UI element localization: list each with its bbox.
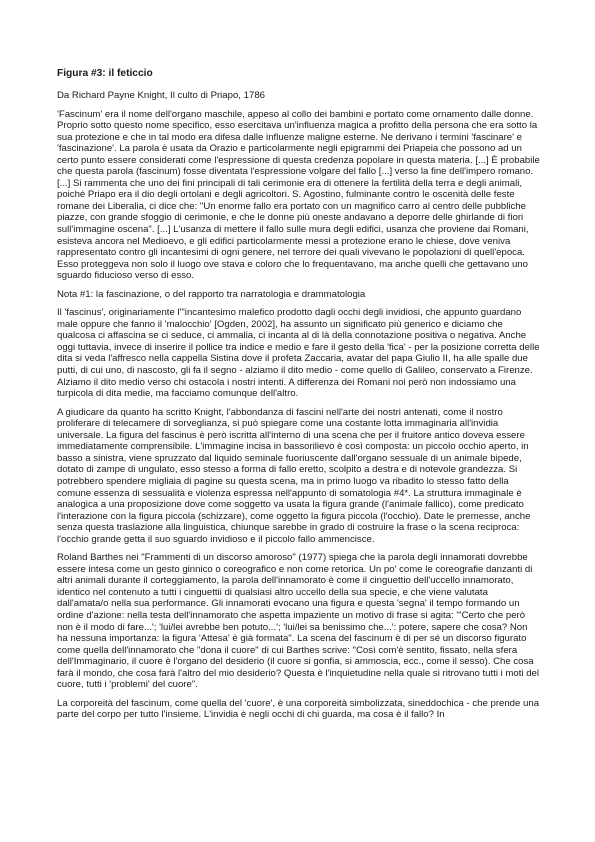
document-page (57, 68, 540, 728)
paragraph: Il 'fascinus', originariamente l'"incantesimo malefico prodotto dagli occhi degli invidiosi, che appunto guardano male oppure che fanno il 'malocchio' [Ogden, 2002], ha assunto un significato più generico e diciamo che qualcosa ci affascina se ci seduce, ci ammalia, ci incanta al di là della connotazione positiva o negativa. Anche oggi tuttavia, invece di inserire il pollice tra indice e medio e fare il gesto della 'fica' - per la posizione corretta delle dita si veda l'affresco nella cappella Sistina dove il profeta Zaccaria, avatar del papa Giulio II, ha alle spalle due putti, di cui uno, di nascosto, gli fa il segno - alziamo il dito medio - come quello di Galileo, conservato a Firenze. Alziamo il dito medio verso chi ostacola i nostri intenti. A differenza dei Romani noi però non indossiamo una turpicola di dita medie, ma facciamo comunque dell'altro. (57, 307, 540, 400)
source-line: Da Richard Payne Knight, Il culto di Priapo, 1786 (57, 90, 265, 101)
paragraph: La corporeità del fascinum, come quella del 'cuore', è una corporeità simbolizzata, sineddochica - che prende una parte del corpo per tutto l'insieme. L'invidia è negli occhi di chi guarda, ma cosa è il fallo? In (57, 697, 540, 721)
document-title: Figura #3: il feticcio (57, 68, 153, 79)
paragraph: A giudicare da quanto ha scritto Knight, l'abbondanza di fascini nell'arte dei nostri antenati, come il nostro proliferare di telecamere di sorveglianza, si può spiegare come una costante lotta immaginaria all'invidia universale. La figura del fascinus è però iscritta all'interno di una scena che per il fruitore antico doveva essere immediatamente comprensibile. L'immagine incisa in bassorilievo è così composta: un piccolo occhio aperto, in basso a sinistra, viene spruzzato dal liquido seminale fuoriuscente dall'organo sessuale di un animale bipede, dotato di zampe di ungulato, esso stesso a forma di fallo eretto, scolpito a destra e di notevole grandezza. Si potrebbero spendere migliaia di pagine su questa scena, ma in primo luogo va ribadito lo stesso fatto della comune essenza di sessualità e violenza espressa nell'appunto di somatologia #4*. La struttura immaginale è analogica a una proposizione dove come soggetto va usata la figura grande (l'animale fallico), come predicato l'interazione con la figura piccola (schizzare), come oggetto la figura piccola (l'occhio). Date le premesse, anche senza questa traslazione alla linguistica, chiunque sarebbe in grado di costruire la frase o la scena reciproca: l'occhio grande getta il suo sguardo invidioso e il piccolo fallo ammencisce. (57, 406, 531, 545)
paragraph: Roland Barthes nei "Frammenti di un discorso amoroso" (1977) spiega che la parola degli innamorati dovrebbe essere intesa come un gesto ginnico o coreografico e non come retorica. Un po' come le coreografie danzanti di altri animali durante il corteggiamento, la parola dell'innamorato è come il cinguettio dell'uccello innamorato, identico nel contenuto a tutti i cinguettii di qualsiasi altro uccello della sua specie, e che viene valutata dall'amata/o nella sua performance. Gli innamorati evocano una figura e questa 'segna' il tempo formando un ordine d'azione: nella testa dell'innamorato che aspetta impaziente un motivo di frase si agita: "'Certo che però non è il modo di fare...'; 'lui/lei avrebbe ben potuto...'; 'lui/lei sa benissimo che...': potere, sapere che cosa? Non ha nessuna importanza: la figura 'Attesa' è già formata". La scena del fascinum è di per sé un discorso figurato come quella dell'innamorato che "dona il cuore" di cui Barthes scrive: "Così com'è sentito, fissato, nella sfera dell'Immaginario, il cuore è l'organo del desiderio (il cuore si gonfia, si ammoscia, ecc., come il sesso). Che cosa farà il mondo, che cosa farà l'altro del mio desiderio? Questa è l'inquietudine nella quale si ritrovano tutti i moti del cuore, tutti i 'problemi' del cuore". (57, 552, 540, 691)
note-heading: Nota #1: la fascinazione, o del rapporto tra narratologia e drammatologia (57, 288, 366, 300)
paragraph: 'Fascinum' era il nome dell'organo maschile, appeso al collo dei bambini e portato come ornamento dalle donne. Proprio sotto questo nome specifico, esso esercitava un'influenza magica a profitto della persona che era sotto la sua protezione e che in tal modo era difesa dalle influenze maligne esterne. Ne derivano i termini 'fascinare' e 'fascinazione'. La parola è usata da Orazio e particolarmente negli epigrammi dei Priapeia che possono ad un certo punto essere considerati come l'espressione di questa credenza popolare in questa materia. [...] È probabile che questa parola (fascinum) fosse diventata l'espressione volgare del fallo [...] verso la fine dell'impero romano. [...] Si rammenta che uno dei fini principali di tali cerimonie era di ottenere la fertilità della terra e degli animali, poiché Priapo era il dio degli ortolani e degli agricoltori. S. Agostino, fulminante contro le oscenità delle feste romane dei Liberalia, ci dice che: "Un enorme fallo era portato con un magnifico carro al centro delle pubbliche piazze, con grande sfoggio di cerimonie, e che le donne più oneste andavano a deporre delle ghirlande di fiori sull'immagine oscena". [...] L'usanza di mettere il fallo sulle mura degli edifici, usanza che proviene dai Romani, esisteva ancora nel Medioevo, e gli edifici particolarmente messi a protezione erano le chiese, dove veniva rappresentato contro gli incantesimi di ogni genere, nel terrore dei quali vivevano le popolazioni di quell'epoca. Esso proteggeva non solo il luogo ove stava e coloro che lo frequentavano, ma anche quelli che gettavano uno sguardo fiducioso verso di esso. (57, 108, 540, 282)
